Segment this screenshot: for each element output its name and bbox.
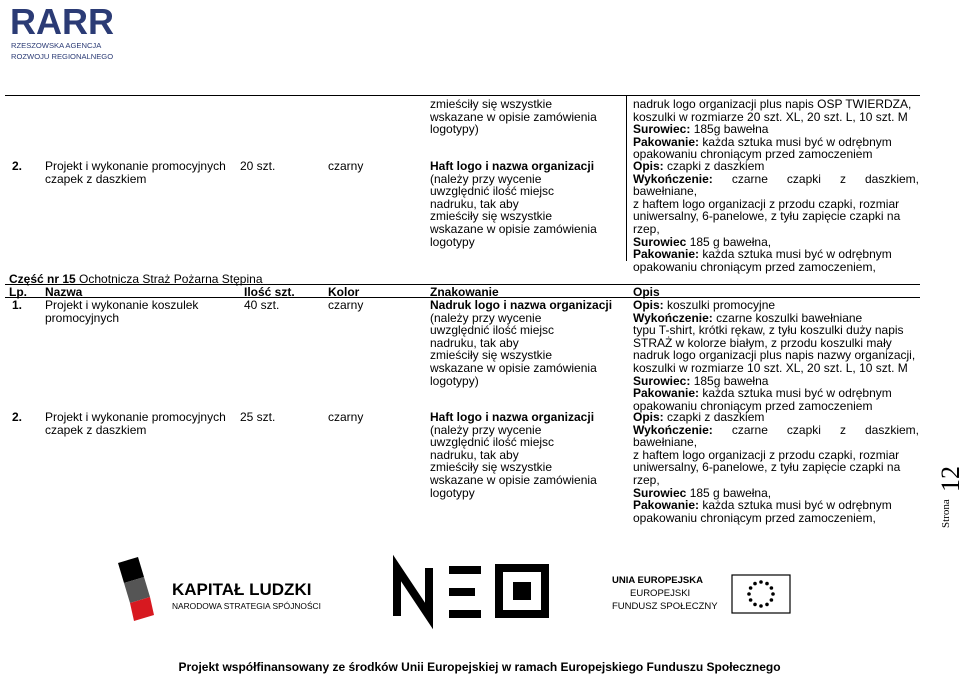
- description-text: STRAŻ w kolorze białym, z przodu koszulki mały: [633, 335, 892, 350]
- row-qty: 20 szt.: [240, 159, 276, 173]
- description-label: Wykończenie:: [633, 310, 713, 325]
- description-text: opakowaniu chroniącym przed zamoczeniem: [633, 398, 873, 413]
- description-text: 185g bawełna: [690, 373, 769, 388]
- description-label: Surowiec:: [633, 122, 691, 137]
- eu-star-icon: [759, 604, 763, 608]
- footer-text: Projekt współfinansowany ze środków Unii Europejskiej w ramach Europejskiego Funduszu Społecznego: [178, 660, 781, 674]
- row-description: [633, 160, 919, 273]
- rarr-logo: [10, 2, 120, 66]
- continued-marking: zmieściły się wszystkie wskazane w opisie zamówienia logotypy): [430, 97, 597, 137]
- description-text: każda sztuka musi być w odrębnym: [699, 134, 892, 149]
- section-title: Część nr 15 Ochotnicza Straż Pożarna Stępina: [9, 272, 263, 286]
- description-label: Pakowanie:: [633, 247, 700, 262]
- header-color: Kolor: [328, 285, 360, 299]
- description-text: z haftem logo organizacji z przodu czapki, rozmiar: [633, 196, 900, 211]
- eu-star-icon: [765, 603, 769, 607]
- continued-description: [633, 98, 919, 161]
- row-name: Projekt i wykonanie promocyjnych czapek z daszkiem: [45, 410, 226, 437]
- column-divider: [626, 95, 627, 261]
- description-text: 185 g bawełna,: [686, 234, 772, 249]
- eu-star-icon: [749, 598, 753, 602]
- description-text: czarne czapki z daszkiem, bawełniane,: [633, 171, 919, 199]
- description-text: uniwersalny, 6-panelowe, z tyłu zapięcie czapki na: [633, 209, 901, 224]
- eu-star-icon: [771, 592, 775, 596]
- description-text: czapki z daszkiem: [663, 410, 765, 424]
- row-marking: Haft logo i nazwa organizacji (należy przy wycenie uwzględnić ilość miejsc nadruku, tak aby zmieściły się wszystkie wskazane w opisie zamówienia logotypy: [430, 159, 597, 249]
- rarr-logo-line1: RZESZOWSKA AGENCJA: [11, 41, 102, 50]
- description-text: rzep,: [633, 221, 660, 236]
- description-label: Pakowanie:: [633, 498, 700, 513]
- kapital-ludzki-title: KAPITAŁ LUDZKI: [172, 580, 312, 599]
- description-label: Surowiec:: [633, 373, 691, 388]
- description-text: 185g bawełna: [690, 122, 769, 137]
- kapital-ludzki-logo: [110, 553, 330, 625]
- description-text: uniwersalny, 6-panelowe, z tyłu zapięcie czapki na: [633, 460, 901, 475]
- description-text: z haftem logo organizacji z przodu czapki, rozmiar: [633, 447, 900, 462]
- header-name: Nazwa: [45, 285, 83, 299]
- description-label: Wykończenie:: [633, 422, 713, 437]
- eu-flag-icon: [732, 575, 790, 613]
- description-line: [633, 210, 919, 223]
- page-number: [925, 448, 965, 528]
- rarr-logo-line2: ROZWOJU REGIONALNEGO: [11, 52, 114, 61]
- row-name: Projekt i wykonanie promocyjnych czapek z daszkiem: [45, 159, 226, 186]
- description-label: Opis:: [633, 298, 664, 312]
- description-text: nadruk logo organizacji plus napis OSP TWIERDZA,: [633, 97, 912, 111]
- description-text: koszulki w rozmiarze 10 szt. XL, 20 szt. L, 10 szt. M: [633, 360, 908, 375]
- kapital-ludzki-emblem-icon: [118, 557, 154, 621]
- eu-star-icon: [747, 592, 751, 596]
- eu-star-icon: [765, 582, 769, 586]
- description-label: Surowiec: [633, 234, 687, 249]
- description-line: [633, 173, 919, 198]
- eu-logo-line1: UNIA EUROPEJSKA: [612, 575, 703, 586]
- row-color: czarny: [328, 410, 364, 424]
- row-qty: 40 szt.: [244, 298, 280, 312]
- description-text: czarne koszulki bawełniane: [712, 310, 863, 325]
- description-text: opakowaniu chroniącym przed zamoczeniem: [633, 147, 873, 162]
- neo-logo: [389, 560, 554, 620]
- row-color: czarny: [328, 159, 364, 173]
- description-label: Pakowanie:: [633, 134, 700, 149]
- table-top-border: [5, 95, 920, 96]
- description-text: każda sztuka musi być w odrębnym: [699, 498, 892, 513]
- description-line: [633, 461, 919, 474]
- description-text: 185 g bawełna,: [686, 485, 772, 500]
- eu-star-icon: [753, 603, 757, 607]
- description-text: rzep,: [633, 472, 660, 487]
- description-line: [633, 261, 919, 274]
- row-lp: 1.: [12, 298, 23, 312]
- header-marking: Znakowanie: [430, 285, 499, 299]
- eu-star-icon: [753, 582, 757, 586]
- row-marking: Haft logo i nazwa organizacji (należy przy wycenie uwzględnić ilość miejsc nadruku, tak aby zmieściły się wszystkie wskazane w opisie zamówienia logotypy: [430, 410, 597, 500]
- row-description: [633, 299, 919, 412]
- row-marking: Nadruk logo i nazwa organizacji (należy przy wycenie uwzględnić ilość miejsc nadruku, tak aby zmieściły się wszystkie wskazane w opisie zamówienia logotypy): [430, 298, 613, 388]
- eu-star-icon: [759, 580, 763, 584]
- row-name: Projekt i wykonanie koszulek promocyjnych: [45, 298, 199, 325]
- description-text: każda sztuka musi być w odrębnym: [699, 386, 892, 401]
- description-line: [633, 424, 919, 449]
- eu-star-icon: [749, 586, 753, 590]
- header-description: Opis: [633, 285, 660, 299]
- description-text: czapki z daszkiem: [663, 159, 765, 173]
- kapital-ludzki-subtitle: NARODOWA STRATEGIA SPÓJNOŚCI: [172, 601, 321, 611]
- header-qty: Ilość szt.: [244, 285, 295, 299]
- description-line: [633, 512, 919, 525]
- eu-star-icon: [770, 586, 774, 590]
- eu-logo: [612, 573, 817, 615]
- description-text: czarne czapki z daszkiem, bawełniane,: [633, 422, 919, 450]
- description-text: opakowaniu chroniącym przed zamoczeniem,: [633, 259, 876, 274]
- description-label: Surowiec: [633, 485, 687, 500]
- row-lp: 2.: [12, 159, 23, 173]
- eu-logo-line2: EUROPEJSKI: [630, 588, 691, 599]
- description-text: koszulki w rozmiarze 20 szt. XL, 20 szt. L, 10 szt. M: [633, 109, 908, 124]
- description-text: nadruk logo organizacji plus napis nazwy organizacji,: [633, 348, 916, 363]
- rarr-logo-brand: RARR: [10, 1, 114, 42]
- description-text: typu T-shirt, krótki rękaw, z tyłu koszulki duży napis: [633, 323, 904, 338]
- page-number-value: 12: [936, 466, 965, 492]
- row-qty: 25 szt.: [240, 410, 276, 424]
- description-text: koszulki promocyjne: [663, 298, 776, 312]
- description-text: każda sztuka musi być w odrębnym: [699, 247, 892, 262]
- page-number-label: Strona: [940, 499, 952, 528]
- row-lp: 2.: [12, 410, 23, 424]
- description-label: Opis:: [633, 159, 664, 173]
- row-color: czarny: [328, 298, 364, 312]
- description-label: Opis:: [633, 410, 664, 424]
- eu-star-icon: [770, 598, 774, 602]
- description-label: Wykończenie:: [633, 171, 713, 186]
- header-lp: Lp.: [9, 285, 27, 299]
- eu-logo-line3: FUNDUSZ SPOŁECZNY: [612, 601, 718, 612]
- description-label: Pakowanie:: [633, 386, 700, 401]
- description-text: opakowaniu chroniącym przed zamoczeniem,: [633, 510, 876, 525]
- row-description: [633, 411, 919, 524]
